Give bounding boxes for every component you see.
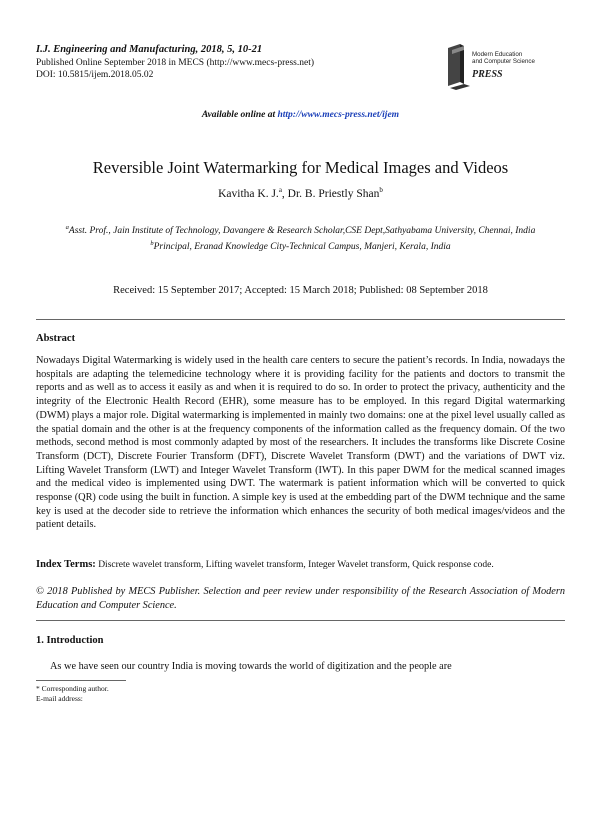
abstract-text: Nowadays Digital Watermarking is widely used in the health care centers to secure the patient’s records. In India, nowadays the hospitals are adapting the telemedicine technology where it is providing facility for the patients and doctors to transmit the reports and as well as to access it easily as and when it is required to do so. In order to protect the privacy, authenticity and the integrity of the Electronic Health Record (EHR), some measure has to be employed. In this regard Digital watermarking (DWM) plays a major role. Digital watermarking is implemented in mainly two domains: one at the pixel level usually called as the spatial domain and the other is at the frequency components of the information called as the frequency domain. Of the two methods, second method is most commonly adapted by most of the researchers. It includes the transforms like Discrete Cosine Transform (DCT), Discrete Fourier Transform (DFT), Discrete Wavelet Transform (DWT) and the variations of DWT viz. Lifting Wavelet Transform (LWT) and Integer Wavelet Transform (IWT). In this paper DWM for the medical scanned images and the medical video is implemented using DWT. The watermark is patient information which will be converted to quick response (QR) code using the built in function. A simple key is used at the embedding part of the DWM technique and the same key is used at the decoder side to retrieve the information which enhances the security of both medical images/videos and the patient details.	[36, 355, 565, 531]
publication-dates: Received: 15 September 2017; Accepted: 15 March 2018; Published: 08 September 2018	[113, 285, 488, 296]
affiliation-b: $^b$Principal, Eranad Knowledge City-Technical Campus, Manjeri, Kerala, India	[150, 239, 451, 252]
authors	[0, 186, 601, 200]
divider	[36, 319, 565, 320]
journal-line: I.J. Engineering and Manufacturing, 2018, 5, 10-21	[36, 44, 263, 55]
author-1-sup: a	[278, 186, 282, 194]
published-line: Published Online September 2018 in MECS (http://www.mecs-press.net)	[36, 58, 315, 68]
corresponding-author-note: * Corresponding author.	[36, 684, 109, 693]
doi-line: DOI: 10.5815/ijem.2018.05.02	[36, 70, 154, 80]
index-terms-text: Discrete wavelet transform, Lifting wavelet transform, Integer Wavelet transform, Quick response code.	[95, 560, 494, 570]
affiliation-a: $^a$Asst. Prof., Jain Institute of Technology, Davangere & Research Scholar,CSE Dept,Sathyabama University, Chennai, India	[65, 224, 536, 237]
index-terms-label: Index Terms:	[36, 559, 96, 570]
paper-title: Reversible Joint Watermarking for Medical Images and Videos	[92, 158, 509, 177]
copyright-notice: © 2018 Published by MECS Publisher. Selection and peer review under responsibility of the Research Association of Modern Education and Computer Science.	[36, 586, 565, 611]
introduction-text: As we have seen our country India is moving towards the world of digitization and the people are	[50, 661, 452, 672]
logo-line-1: Modern Education	[472, 51, 523, 58]
introduction-heading: 1. Introduction	[36, 635, 104, 646]
author-separator: ,	[281, 187, 288, 200]
email-address-note: E-mail address:	[36, 694, 83, 703]
abstract-heading: Abstract	[36, 333, 76, 344]
index-terms	[36, 558, 565, 572]
book-icon	[448, 44, 470, 90]
logo-line-2: and Computer Science	[472, 58, 535, 65]
divider	[36, 620, 565, 621]
publisher-logo	[440, 36, 560, 92]
author-2-sup: b	[379, 186, 383, 194]
logo-press: PRESS	[472, 69, 503, 80]
author-1: Kavitha K. J.	[218, 187, 279, 200]
affiliations	[40, 222, 561, 253]
journal-link[interactable]: http://www.mecs-press.net/ijem	[277, 110, 400, 120]
availability-line	[0, 110, 601, 120]
footnote-divider	[36, 680, 126, 681]
availability-prefix: Available online at	[201, 110, 278, 120]
author-2: Dr. B. Priestly Shan	[287, 187, 380, 200]
